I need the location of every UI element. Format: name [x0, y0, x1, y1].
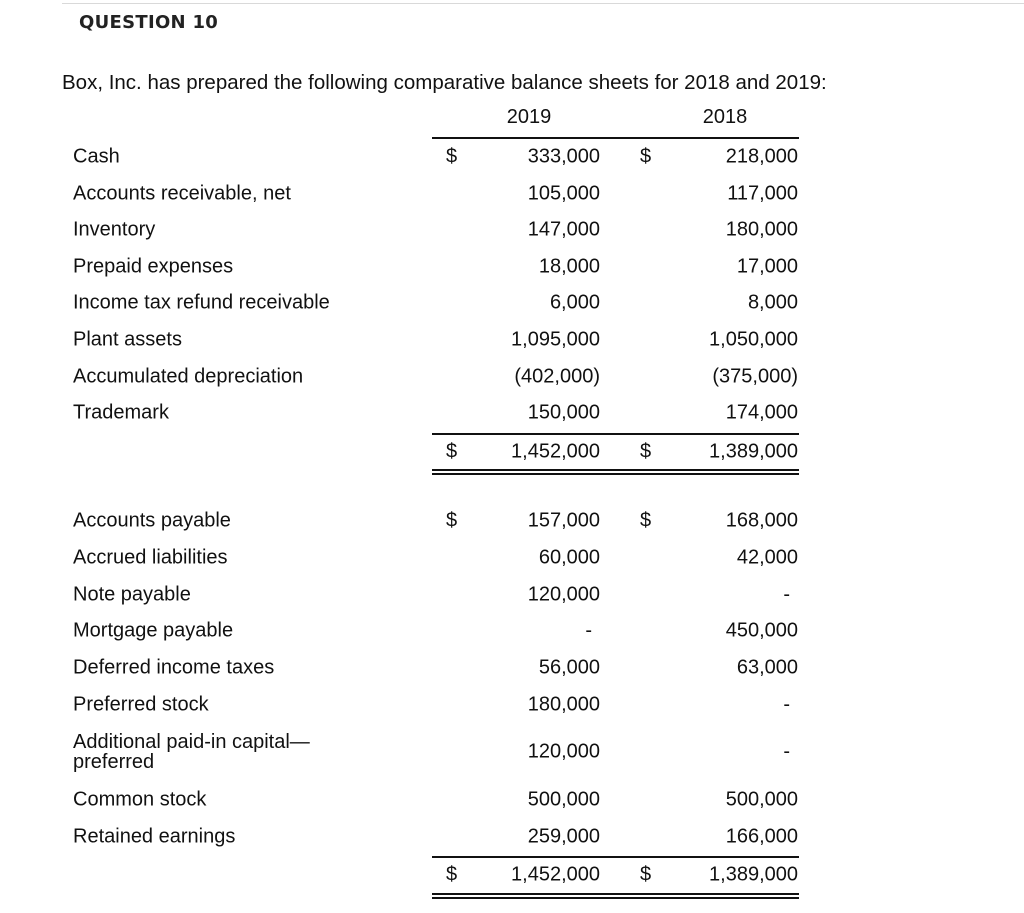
line-item-label: Additional paid-in capital—preferred	[73, 731, 310, 773]
line-item-label: Preferred stock	[73, 693, 209, 715]
value-2019: 60,000	[538, 546, 600, 568]
liabilities-equity-total-row	[0, 856, 1024, 893]
liability-equity-row	[0, 539, 1024, 576]
value-2019: 1,095,000	[511, 328, 600, 350]
line-item-label: Trademark	[73, 401, 169, 423]
liability-equity-row	[0, 612, 1024, 649]
asset-row	[0, 248, 1024, 285]
value-2018: (375,000)	[712, 365, 798, 387]
top-divider	[62, 3, 1024, 4]
line-item-label: Accumulated depreciation	[73, 365, 304, 387]
asset-row	[0, 358, 1024, 395]
year-header-2018: 2018	[702, 106, 748, 128]
value-2018: 450,000	[725, 619, 798, 641]
liability-equity-row	[0, 502, 1024, 539]
value-2019: 333,000	[527, 145, 600, 167]
value-2018: 174,000	[725, 401, 798, 423]
asset-row	[0, 138, 1024, 175]
assets-total-double-rule-top	[432, 469, 799, 471]
value-2018: 8,000	[747, 291, 798, 313]
currency-symbol-2019: $	[446, 145, 458, 167]
line-item-label: Retained earnings	[73, 825, 236, 847]
liabilities-total-double-rule-top	[432, 893, 799, 895]
asset-row	[0, 321, 1024, 358]
value-2018: 63,000	[736, 656, 798, 678]
liability-equity-row	[0, 576, 1024, 613]
currency-symbol-2019: $	[446, 863, 458, 885]
value-2019: -	[585, 619, 592, 641]
currency-symbol-2019: $	[446, 440, 458, 462]
value-2019: 120,000	[527, 740, 600, 763]
asset-row	[0, 284, 1024, 321]
value-2019: 120,000	[527, 583, 600, 605]
value-2018: 218,000	[725, 145, 798, 167]
value-2018: 1,389,000	[709, 863, 798, 885]
value-2019: 180,000	[527, 693, 600, 715]
value-2018: 1,389,000	[709, 440, 798, 462]
currency-symbol-2018: $	[640, 440, 652, 462]
line-item-label: Accounts receivable, net	[73, 182, 291, 204]
liability-equity-row	[0, 724, 1024, 780]
value-2019: 147,000	[527, 218, 600, 240]
liability-equity-row	[0, 781, 1024, 818]
liability-equity-row	[0, 818, 1024, 855]
line-item-label: Note payable	[73, 583, 191, 605]
line-item-label: Deferred income taxes	[73, 656, 275, 678]
line-item-label: Inventory	[73, 218, 156, 240]
line-item-label: Cash	[73, 145, 120, 167]
value-2018: 42,000	[736, 546, 798, 568]
value-2019: 105,000	[527, 182, 600, 204]
value-2019: 500,000	[527, 788, 600, 810]
value-2019: 56,000	[538, 656, 600, 678]
value-2018: 180,000	[725, 218, 798, 240]
liability-equity-row	[0, 649, 1024, 686]
line-item-label: Prepaid expenses	[73, 255, 234, 277]
value-2018: 17,000	[736, 255, 798, 277]
value-2018: 168,000	[725, 509, 798, 531]
asset-row	[0, 394, 1024, 431]
assets-subtotal-rule	[432, 433, 799, 435]
line-item-label: Accounts payable	[73, 509, 231, 531]
value-2018: -	[783, 693, 790, 715]
value-2018: -	[783, 740, 790, 763]
line-item-label: Common stock	[73, 788, 207, 810]
liability-equity-row	[0, 686, 1024, 723]
value-2019: 259,000	[527, 825, 600, 847]
value-2019: 18,000	[538, 255, 600, 277]
assets-total-double-rule-bottom	[432, 473, 799, 475]
value-2018: 500,000	[725, 788, 798, 810]
asset-row	[0, 175, 1024, 212]
liabilities-total-double-rule-bottom	[432, 897, 799, 899]
assets-total-row	[0, 433, 1024, 470]
line-item-label: Plant assets	[73, 328, 182, 350]
asset-row	[0, 211, 1024, 248]
currency-symbol-2018: $	[640, 145, 652, 167]
value-2019: 1,452,000	[511, 863, 600, 885]
value-2018: -	[783, 583, 790, 605]
value-2019: 1,452,000	[511, 440, 600, 462]
year-header-2019: 2019	[506, 106, 552, 128]
question-title: QUESTION 10	[79, 12, 219, 33]
value-2018: 166,000	[725, 825, 798, 847]
value-2019: 157,000	[527, 509, 600, 531]
line-item-label: Accrued liabilities	[73, 546, 228, 568]
line-item-label: Income tax refund receivable	[73, 291, 330, 313]
value-2019: 6,000	[549, 291, 600, 313]
value-2019: 150,000	[527, 401, 600, 423]
currency-symbol-2018: $	[640, 509, 652, 531]
question-intro: Box, Inc. has prepared the following comparative balance sheets for 2018 and 2019:	[62, 71, 827, 94]
value-2018: 117,000	[727, 182, 798, 204]
value-2019: (402,000)	[514, 365, 600, 387]
currency-symbol-2018: $	[640, 863, 652, 885]
line-item-label: Mortgage payable	[73, 619, 234, 641]
liabilities-subtotal-rule	[432, 856, 799, 858]
currency-symbol-2019: $	[446, 509, 458, 531]
value-2018: 1,050,000	[709, 328, 798, 350]
